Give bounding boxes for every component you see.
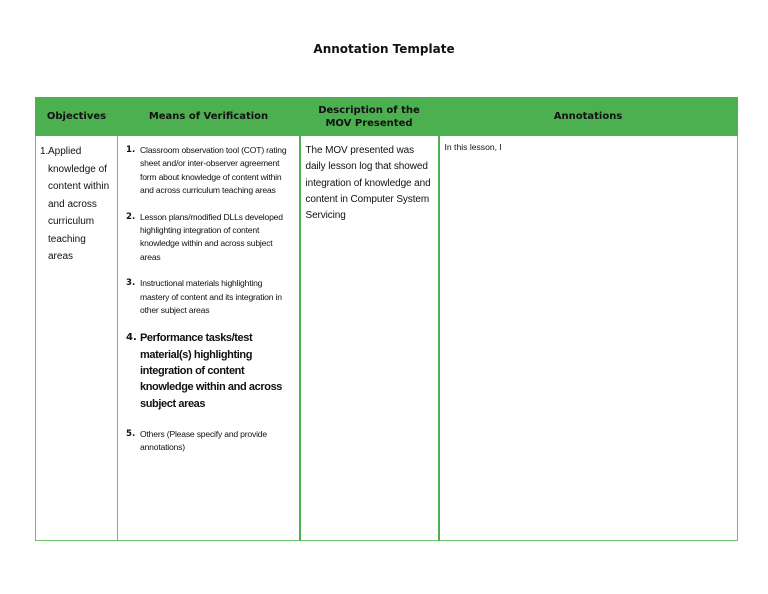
means-list	[118, 136, 299, 455]
objectives-cell	[36, 136, 118, 541]
objective-text-line: knowledge of	[48, 163, 107, 175]
objective-text-line: and across	[48, 198, 97, 210]
objective-number: 1.	[40, 146, 49, 157]
objective-line	[40, 213, 113, 231]
list-item-number: 5.	[126, 428, 136, 439]
annotation-text[interactable]: In this lesson, I	[444, 142, 502, 152]
header-means-of-verification: Means of Verification	[118, 98, 300, 136]
list-item-number: 2.	[126, 211, 136, 222]
list-item-text: Performance tasks/test material(s) highlighting integration of content knowledge within and across subject areas	[140, 332, 283, 410]
table-header-row	[36, 98, 738, 136]
objective-line	[40, 231, 113, 266]
header-annotations: Annotations	[439, 98, 738, 136]
document-title: Annotation Template	[313, 42, 455, 56]
list-item	[126, 277, 293, 317]
list-item-number: 3.	[126, 278, 136, 289]
annotation-table	[35, 97, 738, 541]
objective-text-line: content within	[48, 181, 110, 192]
list-item-text: Lesson plans/modified DLLs developed highlighting integration of content knowledge within and across subject areas	[140, 211, 283, 262]
objective-text-line: teaching areas	[48, 233, 86, 262]
list-item	[126, 144, 293, 198]
list-item-text: Others (Please specify and provide annotations)	[140, 428, 267, 453]
means-of-verification-cell	[118, 136, 300, 541]
objective-line	[40, 178, 113, 196]
objective-text-line: curriculum	[48, 216, 95, 227]
annotations-cell[interactable]	[439, 136, 738, 541]
list-item	[126, 428, 293, 455]
objective-line	[40, 196, 113, 214]
table-row	[36, 136, 738, 541]
list-item-number: 1.	[126, 145, 136, 155]
objective-line	[40, 143, 113, 161]
list-item-text: Classroom observation tool (COT) rating sheet and/or inter-observer agreement form about knowledge of content within and across curriculum teaching areas	[140, 145, 287, 196]
description-cell	[300, 136, 439, 541]
description-text: The MOV presented was daily lesson log that showed integration of knowledge and content in Computer System Servicing	[305, 145, 431, 222]
header-objectives: Objectives	[36, 98, 118, 136]
header-description: Description of the MOV Presented	[300, 98, 439, 136]
list-item	[126, 330, 293, 411]
objective-line	[40, 161, 113, 179]
list-item-text: Instructional materials highlighting mastery of content and its integration in other subject areas	[140, 278, 282, 316]
list-item-number: 4.	[126, 332, 137, 344]
objective-text-line: Applied	[48, 146, 82, 157]
list-item	[126, 211, 293, 265]
